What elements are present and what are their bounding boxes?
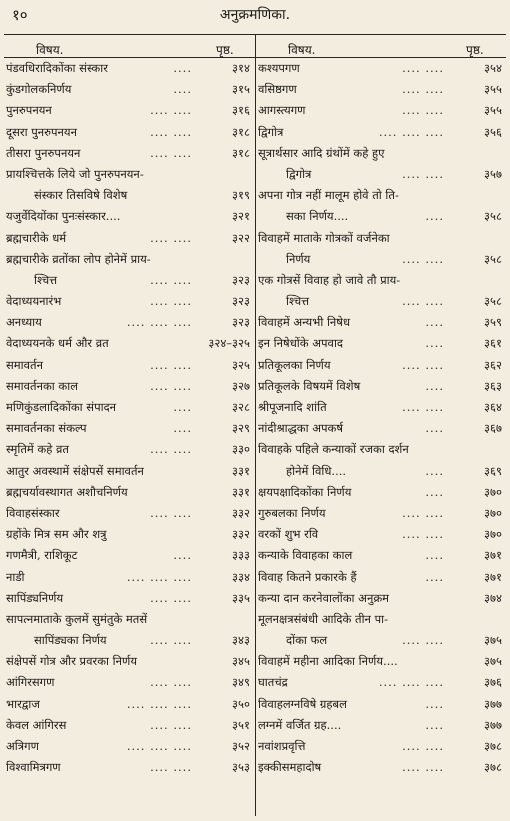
entry-leader-dots: .... ....	[150, 230, 192, 245]
entry-subject: तीसरा पुनरुपनयन	[6, 145, 81, 160]
entry-leader-dots: ....	[425, 209, 444, 224]
left-page-heading: पृष्ठ.	[216, 43, 234, 57]
entry-subject: लग्नमें वर्जित ग्रह....	[258, 717, 342, 732]
entry-leader-dots: .... ....	[402, 251, 444, 266]
entry-subject: वरकों शुभ रवि	[258, 527, 319, 542]
entry-subject: प्रतिकूलका निर्णय	[258, 357, 331, 372]
index-entry	[4, 206, 254, 227]
entry-page-number: ३२७	[232, 378, 250, 393]
entry-subject: आगस्त्यगण	[258, 103, 306, 118]
entry-subject: संस्कार तिसविषे विशेष	[34, 188, 128, 203]
entry-subject: गुरुबलका निर्णय	[258, 505, 326, 520]
entry-page-number: ३१८	[232, 124, 250, 139]
entry-page-number: ३१५	[232, 82, 250, 97]
index-entry	[256, 524, 506, 545]
entry-leader-dots: ....	[425, 315, 444, 330]
entry-subject: ब्रह्मचारीके धर्म	[6, 230, 67, 245]
entry-page-number: ३५९	[484, 315, 502, 330]
index-entry	[4, 694, 254, 715]
entry-subject: दूसरा पुनरुपनयन	[6, 124, 77, 139]
index-entry	[4, 58, 254, 79]
entry-subject: द्विगोत्र	[286, 166, 312, 181]
entry-subject: कुंडगोलकनिर्णय	[6, 82, 72, 97]
entry-page-number: ३७०	[484, 527, 502, 542]
index-entry	[256, 439, 506, 460]
entry-page-number: ३७०	[484, 484, 502, 499]
entry-page-number: ३३२	[232, 527, 250, 542]
index-entry	[4, 736, 254, 757]
entry-subject: विश्वामित्रगण	[6, 760, 61, 775]
entry-page-number: ३२२	[232, 230, 250, 245]
entry-page-number: ३५८	[484, 251, 502, 266]
entry-leader-dots: ....	[173, 61, 192, 75]
index-entry	[256, 79, 506, 100]
entry-leader-dots: .... ....	[402, 61, 444, 75]
entry-leader-dots: .... ....	[402, 82, 444, 97]
entry-subject: विवाहमें माताके गोत्रकों वर्जनेका	[258, 230, 390, 245]
index-entry	[4, 397, 254, 418]
entry-leader-dots: .... ....	[150, 103, 192, 118]
entry-page-number: ३५६	[484, 124, 502, 139]
index-entry	[256, 694, 506, 715]
index-entry	[4, 672, 254, 693]
index-entry	[256, 122, 506, 143]
index-entry	[4, 122, 254, 143]
entry-leader-dots: ....	[173, 421, 192, 436]
index-entry	[4, 545, 254, 566]
index-entry	[4, 376, 254, 397]
entry-leader-dots: ....	[425, 484, 444, 499]
entry-leader-dots: .... ....	[150, 378, 192, 393]
entry-page-number: ३५०	[232, 696, 250, 711]
entry-subject: आतुर अवस्थामें संक्षेपसें समावर्तन	[6, 463, 144, 478]
entry-subject: विवाहलग्नविषे ग्रहबल	[258, 696, 347, 711]
entry-subject: विवाहके पहिले कन्याकों रजका दर्शन	[258, 442, 409, 457]
index-entry	[4, 588, 254, 609]
entry-leader-dots: .... ....	[150, 590, 192, 605]
entry-page-number: ३२३	[232, 294, 250, 309]
index-entry	[256, 588, 506, 609]
entry-leader-dots: .... ....	[402, 633, 444, 648]
entry-leader-dots: .... ....	[402, 103, 444, 118]
entry-subject: सापत्नमाताके कुलमें सुमंतुके मतसें	[6, 611, 148, 626]
index-entry	[256, 672, 506, 693]
entry-page-number: ३५८	[484, 209, 502, 224]
entry-subject: श्चित्त	[286, 294, 310, 309]
index-entry	[4, 79, 254, 100]
index-entry	[256, 418, 506, 439]
index-entry	[4, 757, 254, 778]
entry-subject: विवाहमें अन्यभी निषेध	[258, 315, 351, 330]
entry-subject: पंडवधिरादिकोंका संस्कार	[6, 61, 108, 75]
entry-subject: संक्षेपसें गोत्र और प्रवरका निर्णय	[6, 654, 138, 669]
entry-page-number: ३६९	[484, 463, 502, 478]
entry-subject: श्चित्त	[34, 272, 58, 287]
entry-leader-dots: ....	[173, 400, 192, 414]
entry-page-number: ३२९	[232, 421, 250, 436]
entry-subject: भारद्वाज	[6, 696, 40, 711]
right-index-column	[256, 58, 506, 778]
entry-subject: सापिंड्यनिर्णय	[6, 590, 64, 605]
index-entry	[256, 270, 506, 291]
entry-subject: प्रतिकूलके विषयमें विशेष	[258, 378, 361, 393]
index-entry	[4, 164, 254, 185]
entry-subject: इन निषेधोंके अपवाद	[258, 336, 344, 351]
entry-leader-dots: ....	[425, 717, 444, 732]
entry-page-number: ३१६	[232, 103, 250, 118]
entry-leader-dots: .... ....	[150, 272, 192, 287]
entry-page-number: ३३१	[232, 463, 250, 478]
index-entry	[4, 418, 254, 439]
index-entry	[4, 100, 254, 121]
entry-subject: सूत्रार्थसार आदि ग्रंथोंमें कहे हुए	[258, 145, 385, 160]
entry-subject: वसिष्ठगण	[258, 82, 297, 97]
index-entry	[256, 609, 506, 630]
entry-leader-dots: .... ....	[402, 527, 444, 542]
index-entry	[256, 736, 506, 757]
index-entry	[256, 355, 506, 376]
index-entry	[4, 461, 254, 482]
index-entry	[256, 651, 506, 672]
entry-subject: कश्यपगण	[258, 61, 300, 75]
entry-page-number: ३७०	[484, 505, 502, 520]
page-title: अनुक्रमणिका.	[219, 7, 291, 23]
entry-subject: नांदीश्राद्धका अपकर्ष	[258, 421, 344, 436]
entry-leader-dots: .... .... ....	[378, 675, 444, 690]
entry-subject: समावर्तनका संकल्प	[6, 421, 87, 436]
index-entry	[256, 757, 506, 778]
entry-leader-dots: ....	[425, 421, 444, 436]
entry-leader-dots: .... .... ....	[126, 569, 192, 584]
entry-leader-dots: ....	[425, 336, 444, 351]
entry-page-number: ३७५	[484, 654, 502, 669]
entry-page-number: ३७७	[484, 717, 502, 732]
index-entry	[256, 291, 506, 312]
entry-page-number: ३५३	[232, 760, 250, 775]
entry-page-number: ३७१	[484, 569, 502, 584]
entry-page-number: ३२५	[232, 357, 250, 372]
index-entry	[4, 185, 254, 206]
entry-page-number: ३५८	[484, 294, 502, 309]
entry-subject: वेदाध्ययनके धर्म और व्रत	[6, 336, 109, 351]
entry-subject: कन्या दान करनेवालोंका अनुक्रम	[258, 590, 390, 605]
entry-page-number: ३६२	[484, 357, 502, 372]
entry-page-number: ३६३	[484, 378, 502, 393]
index-entry	[256, 228, 506, 249]
index-entry	[4, 439, 254, 460]
entry-page-number: ३५५	[484, 82, 502, 97]
index-entry	[4, 312, 254, 333]
entry-page-number: ३५४	[484, 61, 502, 75]
entry-subject: इक्कीसमहादोष	[258, 760, 322, 775]
index-entry	[4, 143, 254, 164]
entry-subject: यजुर्वेदियोंका पुनःसंस्कार....	[6, 209, 121, 224]
entry-page-number: ३२३	[232, 272, 250, 287]
index-entry	[4, 249, 254, 270]
entry-leader-dots: ....	[173, 82, 192, 97]
entry-subject: दोंका फल	[286, 633, 328, 648]
entry-subject: कन्याके विवाहका काल	[258, 548, 353, 563]
index-entry	[256, 333, 506, 354]
entry-leader-dots: .... .... ....	[378, 124, 444, 139]
entry-subject: वेदाध्ययनारंभ	[6, 294, 62, 309]
entry-leader-dots: .... ....	[150, 442, 192, 457]
entry-page-number: ३६४	[484, 400, 502, 414]
entry-subject: विवाह कितने प्रकारके हैं	[258, 569, 357, 584]
entry-subject: ब्रह्मचर्यावस्थागत अशौचनिर्णय	[6, 484, 128, 499]
entry-leader-dots: ....	[425, 463, 444, 478]
entry-subject: स्मृतिमें कहे व्रत	[6, 442, 69, 457]
entry-page-number: ३६७	[484, 421, 502, 436]
index-entry	[4, 291, 254, 312]
entry-leader-dots: .... ....	[402, 357, 444, 372]
index-entry	[4, 482, 254, 503]
index-entry	[4, 567, 254, 588]
entry-page-number: ३६१	[484, 336, 502, 351]
right-subject-heading: विषय.	[288, 43, 316, 57]
left-subject-heading: विषय.	[36, 43, 64, 57]
index-entry	[256, 143, 506, 164]
entry-page-number: ३७४	[484, 590, 502, 605]
entry-page-number: ३३५	[232, 590, 250, 605]
entry-subject: प्रायश्चित्तके लिये जो पुनरुपनयन-	[6, 166, 144, 181]
index-entry	[256, 503, 506, 524]
index-entry	[256, 376, 506, 397]
entry-subject: पुनरुपनयन	[6, 103, 52, 118]
entry-subject: श्रीपूजनादि शांति	[258, 400, 327, 414]
entry-page-number: ३४९	[232, 675, 250, 690]
left-index-column	[4, 58, 254, 778]
index-entry	[4, 609, 254, 630]
page-number: १०	[12, 6, 28, 24]
index-entry	[256, 312, 506, 333]
index-entry	[4, 630, 254, 651]
entry-page-number: ३५५	[484, 103, 502, 118]
entry-subject: आंगिरसगण	[6, 675, 55, 690]
index-entry	[4, 651, 254, 672]
entry-page-number: ३४५	[232, 654, 250, 669]
entry-page-number: ३१८	[232, 145, 250, 160]
entry-subject: अपना गोत्र नहीं मालूम होवे तो ति-	[258, 188, 399, 203]
entry-subject: सापिंड्यका निर्णय	[34, 633, 107, 648]
entry-subject: क्षयपक्षादिकोंका निर्णय	[258, 484, 352, 499]
index-entry	[256, 100, 506, 121]
index-entry	[4, 270, 254, 291]
entry-page-number: ३३३	[232, 548, 250, 563]
index-entry	[4, 333, 254, 354]
entry-subject: ग्रहोंके मित्र सम और शत्रु	[6, 527, 107, 542]
index-entry	[4, 228, 254, 249]
entry-page-number: ३५७	[484, 166, 502, 181]
entry-page-number: ३२१	[232, 209, 250, 224]
entry-page-number: ३७६	[484, 675, 502, 690]
entry-subject: मूलनक्षत्रसंबंधी आदिके तीन पा-	[258, 611, 388, 626]
entry-page-number: ३२३	[232, 315, 250, 330]
index-entry	[256, 482, 506, 503]
entry-page-number: ३३१	[232, 484, 250, 499]
right-page-heading: पृष्ठ.	[466, 43, 484, 57]
entry-subject: होनेमें विधि....	[286, 463, 347, 478]
index-entry	[256, 206, 506, 227]
index-entry	[256, 164, 506, 185]
entry-subject: विवाहसंस्कार	[6, 505, 60, 520]
entry-leader-dots: .... .... ....	[126, 696, 192, 711]
index-entry	[256, 461, 506, 482]
entry-leader-dots: .... ....	[150, 760, 192, 775]
entry-subject: सका निर्णय....	[286, 209, 349, 224]
entry-subject: केवल आंगिरस	[6, 717, 67, 732]
index-entry	[256, 185, 506, 206]
entry-page-number: ३२८	[232, 400, 250, 414]
entry-subject: विवाहमें महीना आदिका निर्णय....	[258, 654, 398, 669]
entry-subject: नवांशप्रवृत्ति	[258, 739, 306, 753]
entry-subject: घातचंद्र	[258, 675, 288, 690]
entry-page-number: ३७७	[484, 696, 502, 711]
entry-subject: अत्रिगण	[6, 739, 39, 753]
entry-leader-dots: .... ....	[150, 717, 192, 732]
entry-leader-dots: .... ....	[150, 675, 192, 690]
entry-page-number: ३२४–३२५	[208, 336, 250, 351]
entry-page-number: ३७१	[484, 548, 502, 563]
entry-leader-dots: .... ....	[402, 400, 444, 414]
page-header	[0, 0, 510, 34]
entry-leader-dots: .... .... ....	[126, 315, 192, 330]
entry-subject: समावर्तन	[6, 357, 43, 372]
entry-page-number: ३३२	[232, 505, 250, 520]
index-entry	[256, 715, 506, 736]
index-entry	[256, 58, 506, 79]
entry-page-number: ३४३	[232, 633, 250, 648]
entry-leader-dots: .... ....	[150, 124, 192, 139]
entry-subject: अनध्याय	[6, 315, 42, 330]
entry-subject: मणिकुंडलादिकोंका संपादन	[6, 400, 117, 414]
entry-page-number: ३५१	[232, 717, 250, 732]
entry-subject: ब्रह्मचारीके व्रतोंका लोप होनेमें प्राय-	[6, 251, 151, 266]
entry-page-number: ३५२	[232, 739, 250, 753]
entry-subject: गणमैत्री, राशिकूट	[6, 548, 78, 563]
index-entry	[4, 524, 254, 545]
entry-page-number: ३१४	[232, 61, 250, 75]
entry-leader-dots: ....	[425, 569, 444, 584]
index-entry	[256, 545, 506, 566]
entry-leader-dots: ....	[425, 378, 444, 393]
entry-leader-dots: .... ....	[402, 739, 444, 753]
entry-leader-dots: .... ....	[402, 294, 444, 309]
entry-leader-dots: .... .... ....	[126, 739, 192, 753]
index-entry	[256, 630, 506, 651]
entry-leader-dots: .... ....	[150, 357, 192, 372]
index-entry	[256, 567, 506, 588]
entry-subject: द्विगोत्र	[258, 124, 284, 139]
entry-leader-dots: .... ....	[150, 145, 192, 160]
entry-subject: नाडी	[6, 569, 25, 584]
entry-leader-dots: ....	[425, 696, 444, 711]
entry-page-number: ३७८	[484, 739, 502, 753]
index-entry	[4, 355, 254, 376]
entry-page-number: ३३०	[232, 442, 250, 457]
index-entry	[256, 397, 506, 418]
entry-page-number: ३१९	[232, 188, 250, 203]
entry-subject: निर्णय	[286, 251, 311, 266]
entry-subject: समावर्तनका काल	[6, 378, 79, 393]
entry-leader-dots: .... ....	[402, 505, 444, 520]
entry-leader-dots: .... ....	[150, 633, 192, 648]
index-entry	[4, 503, 254, 524]
entry-page-number: ३७५	[484, 633, 502, 648]
entry-subject: एक गोत्रसें विवाह हो जावे तौ प्राय-	[258, 272, 401, 287]
entry-page-number: ३७८	[484, 760, 502, 775]
entry-leader-dots: .... ....	[150, 294, 192, 309]
index-entry	[4, 715, 254, 736]
index-entry	[256, 249, 506, 270]
entry-leader-dots: ....	[425, 548, 444, 563]
entry-leader-dots: .... ....	[402, 760, 444, 775]
entry-leader-dots: .... ....	[402, 166, 444, 181]
entry-leader-dots: ....	[173, 548, 192, 563]
entry-page-number: ३३४	[232, 569, 250, 584]
entry-leader-dots: .... ....	[150, 505, 192, 520]
